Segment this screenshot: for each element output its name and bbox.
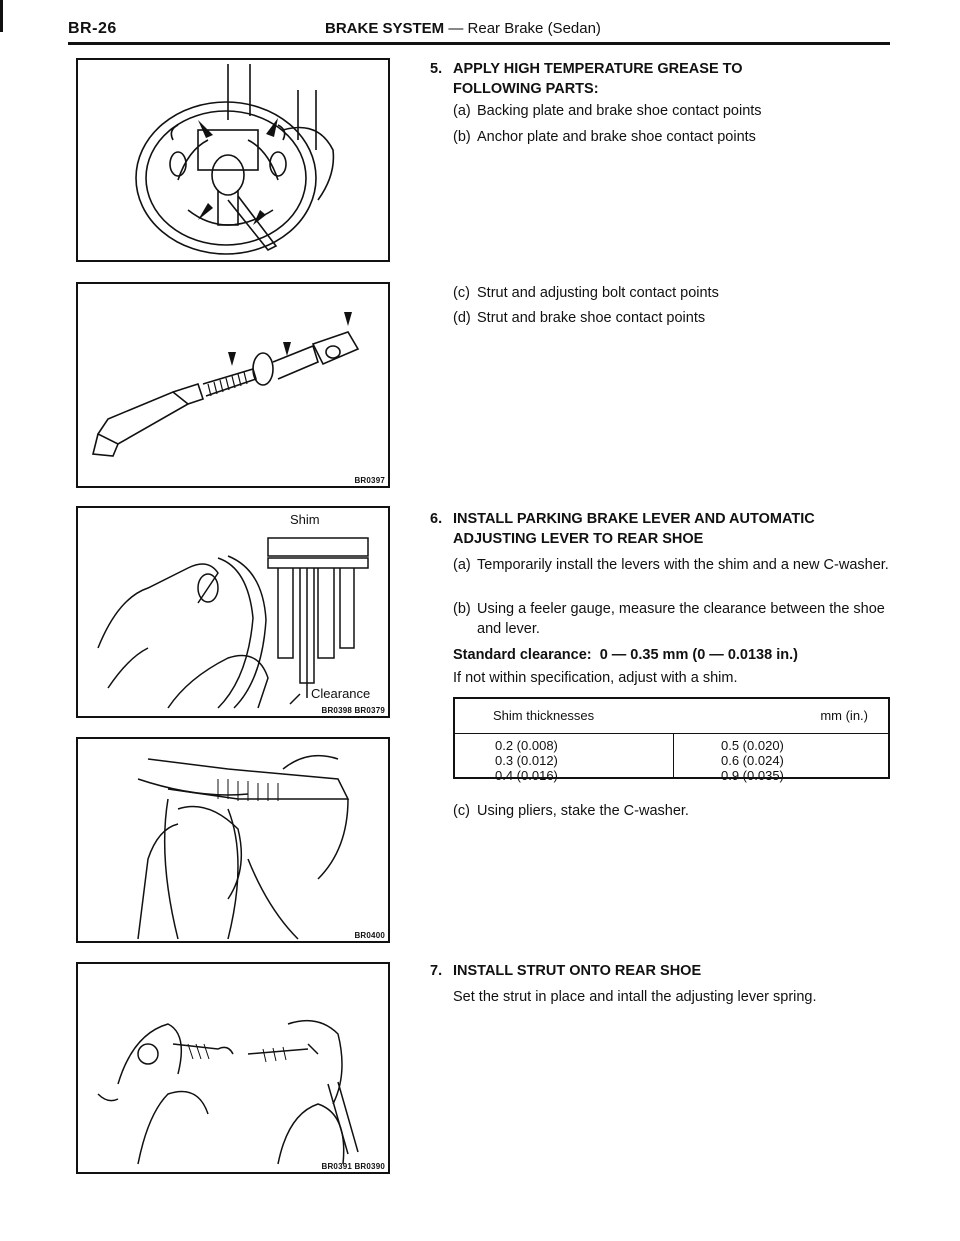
item-text: Anchor plate and brake shoe contact points [477, 129, 756, 145]
section-title: BRAKE SYSTEM [325, 20, 445, 37]
pliers-illustration [78, 739, 388, 941]
title-separator: — [448, 20, 464, 37]
shim-table-header-left: Shim thicknesses [493, 708, 595, 723]
standard-value: 0 — 0.35 mm (0 — 0.0138 in.) [599, 647, 798, 663]
figure-shim-clearance [76, 506, 390, 718]
item-text: Strut and brake shoe contact points [477, 310, 706, 326]
step7-text: Set the strut in place and intall the adjusting lever spring. [453, 989, 817, 1005]
item-letter: (c) [453, 285, 470, 301]
figure-code: BR0400 [354, 931, 385, 940]
step-heading: INSTALL STRUT ONTO REAR SHOE [453, 963, 702, 979]
install-strut-illustration [78, 964, 388, 1172]
figure-pliers-cwasher [76, 737, 390, 943]
item-letter: (b) [453, 129, 471, 145]
table-cell: 0.2 (0.008) [495, 738, 558, 753]
step-number: 5. [430, 61, 443, 77]
subsection-title: Rear Brake (Sedan) [467, 20, 601, 37]
step-number: 6. [430, 511, 443, 527]
standard-clearance [453, 645, 798, 665]
item-letter: (a) [453, 103, 471, 119]
page-title [325, 20, 601, 37]
shim-table-col2 [721, 738, 784, 783]
figure-code: BR0397 [354, 476, 385, 485]
table-cell: 0.6 (0.024) [721, 753, 784, 768]
item-text: Using a feeler gauge, measure the clearance between the shoe and lever. [477, 601, 885, 637]
page-header [68, 20, 888, 42]
table-divider [673, 733, 674, 779]
item-letter: (a) [453, 557, 471, 573]
table-cell: 0.5 (0.020) [721, 738, 784, 753]
shim-clearance-illustration [78, 508, 388, 716]
label-clearance: Clearance [311, 686, 371, 701]
brake-assembly-illustration [78, 60, 388, 260]
step-heading: INSTALL PARKING BRAKE LEVER AND AUTOMATIC ADJUSTING LEVER TO REAR SHOE [453, 511, 815, 547]
strut-adjuster-illustration [78, 284, 388, 486]
figure-strut-adjuster [76, 282, 390, 488]
item-text: Backing plate and brake shoe contact points [477, 103, 762, 119]
item-text: Strut and adjusting bolt contact points [477, 285, 719, 301]
item-letter: (d) [453, 310, 471, 326]
shim-table-header [455, 699, 888, 734]
spec-note: If not within specification, adjust with a shim. [453, 670, 738, 686]
shim-table-header-right: mm (in.) [820, 708, 868, 723]
figure-code: BR0398 BR0379 [321, 706, 385, 715]
standard-label: Standard clearance: [453, 647, 592, 663]
table-cell: 0.3 (0.012) [495, 753, 558, 768]
step-heading: APPLY HIGH TEMPERATURE GREASE TO FOLLOWING PARTS: [453, 61, 743, 97]
header-rule [68, 42, 890, 45]
item-letter: (c) [453, 803, 470, 819]
figure-brake-assembly [76, 58, 390, 262]
item-text: Temporarily install the levers with the shim and a new C-washer. [477, 557, 889, 573]
item-letter: (b) [453, 601, 471, 617]
table-cell: 0.4 (0.016) [495, 768, 558, 783]
page-code: BR-26 [68, 20, 117, 37]
label-shim: Shim [290, 512, 320, 527]
step-number: 7. [430, 963, 443, 979]
figure-install-strut [76, 962, 390, 1174]
shim-table [453, 697, 890, 783]
shim-table-col1 [495, 738, 558, 783]
table-cell: 0.9 (0.035) [721, 768, 784, 783]
page-corner-mark [0, 0, 3, 32]
item-text: Using pliers, stake the C-washer. [477, 803, 689, 819]
figure-code: BR0391 BR0390 [321, 1162, 385, 1171]
